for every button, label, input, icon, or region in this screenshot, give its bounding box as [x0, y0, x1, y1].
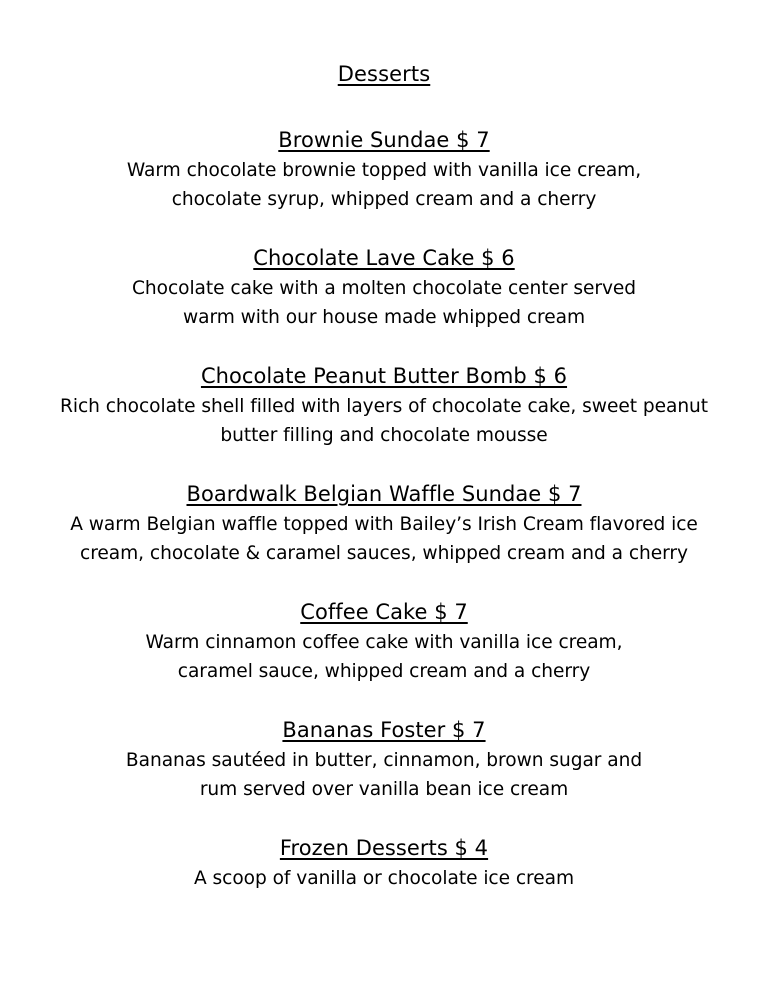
menu-item — [30, 597, 738, 686]
menu-item-heading-text: Chocolate Peanut Butter Bomb $ 6 — [200, 364, 568, 388]
menu-item-heading-text: Brownie Sundae $ 7 — [278, 128, 490, 152]
page-title-text: Desserts — [337, 62, 431, 86]
menu-item-description-line: Warm cinnamon coffee cake with vanilla ice cream, — [145, 632, 623, 653]
menu-item-heading — [30, 243, 738, 273]
menu-item-heading — [30, 479, 738, 509]
menu-item-description-line: rum served over vanilla bean ice cream — [199, 779, 569, 800]
menu-item-description-line: cream, chocolate & caramel sauces, whipped cream and a cherry — [80, 543, 688, 564]
menu-item-heading — [30, 715, 738, 745]
menu-item — [30, 833, 738, 893]
menu-item-heading-text: Chocolate Lave Cake $ 6 — [253, 246, 515, 270]
menu-item-heading-text: Boardwalk Belgian Waffle Sundae $ 7 — [186, 482, 582, 506]
menu-item-heading — [30, 597, 738, 627]
menu-item-description-line: A scoop of vanilla or chocolate ice cream — [193, 868, 575, 889]
menu-item-heading — [30, 361, 738, 391]
menu-item-description-line: butter filling and chocolate mousse — [220, 425, 548, 446]
menu-item — [30, 361, 738, 450]
menu-item-description-line: Warm chocolate brownie topped with vanilla ice cream, — [126, 160, 642, 181]
menu-item-heading — [30, 125, 738, 155]
menu-item-description-line: A warm Belgian waffle topped with Bailey’s Irish Cream flavored ice — [70, 514, 698, 535]
menu-list — [30, 125, 738, 893]
page-title — [30, 60, 738, 89]
menu-item-heading-text: Bananas Foster $ 7 — [282, 718, 486, 742]
menu-item — [30, 479, 738, 568]
menu-item-description-line: Bananas sautéed in butter, cinnamon, brown sugar and — [125, 750, 643, 771]
menu-item — [30, 715, 738, 804]
menu-item-heading-text: Frozen Desserts $ 4 — [279, 836, 489, 860]
menu-item — [30, 243, 738, 332]
menu-item-description-line: warm with our house made whipped cream — [182, 307, 586, 328]
menu-item-heading-text: Coffee Cake $ 7 — [300, 600, 468, 624]
menu-item — [30, 125, 738, 214]
menu-item-heading — [30, 833, 738, 863]
menu-item-description-line: Chocolate cake with a molten chocolate center served — [131, 278, 637, 299]
menu-item-description-line: Rich chocolate shell filled with layers of chocolate cake, sweet peanut — [59, 396, 709, 417]
menu-item-description-line: caramel sauce, whipped cream and a cherry — [177, 661, 591, 682]
menu-item-description-line: chocolate syrup, whipped cream and a cherry — [171, 189, 597, 210]
